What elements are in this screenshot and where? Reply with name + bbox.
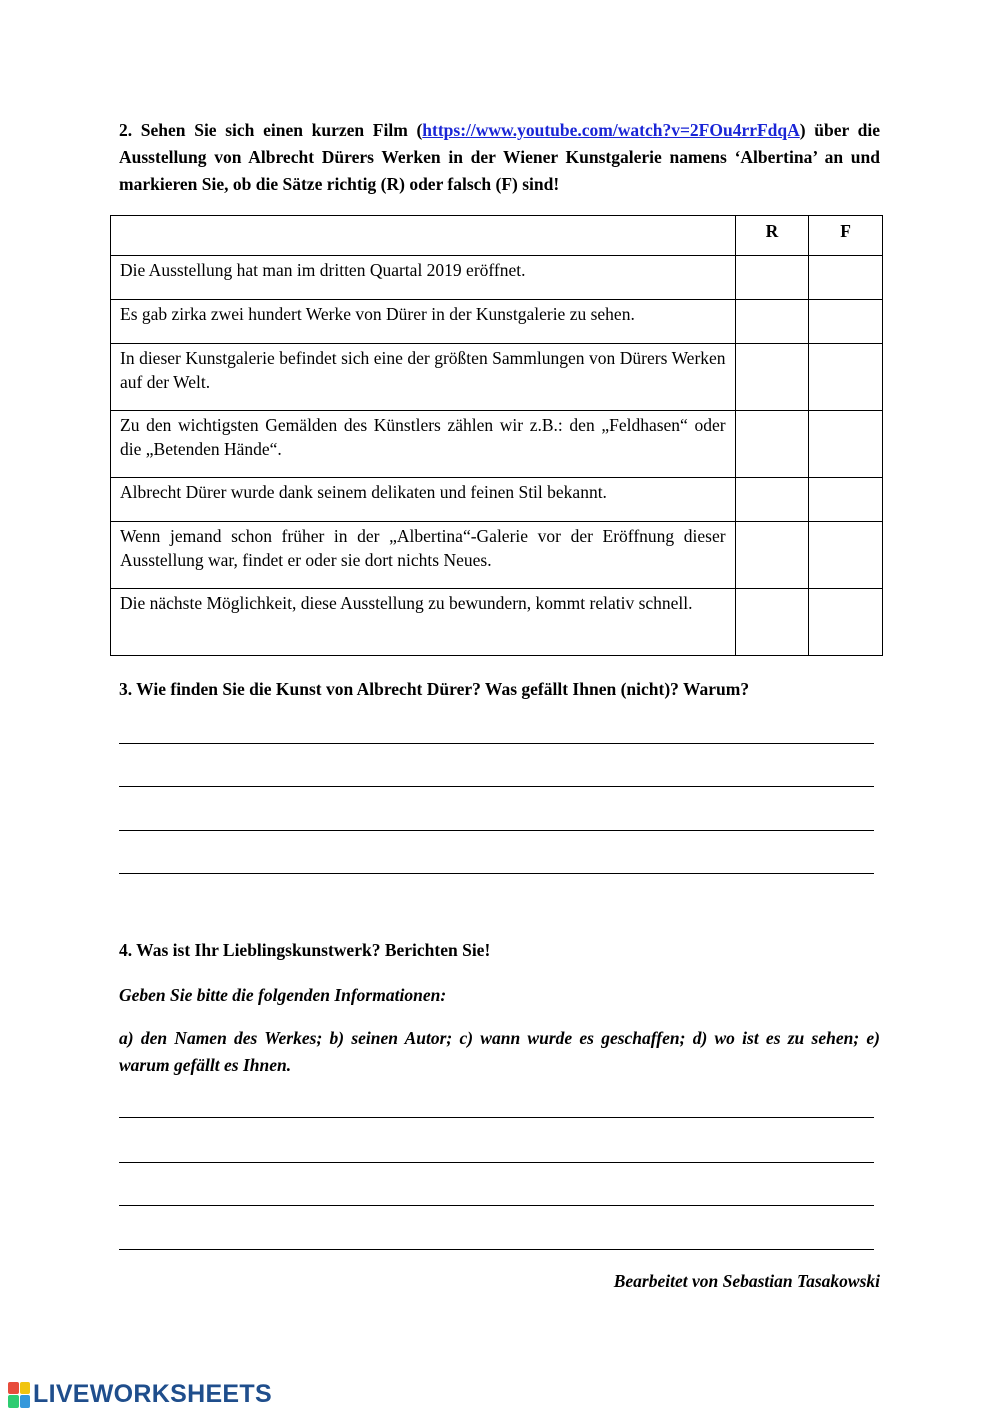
answer-line[interactable] <box>119 743 874 744</box>
author-credit: Bearbeitet von Sebastian Tasakowski <box>613 1271 880 1291</box>
answer-line[interactable] <box>119 873 874 874</box>
table-row <box>111 344 883 411</box>
f-header: F <box>809 216 883 256</box>
f-answer-box[interactable] <box>809 411 883 478</box>
table-header-row <box>111 216 883 256</box>
r-answer-box[interactable] <box>735 411 809 478</box>
r-answer-box[interactable] <box>735 344 809 411</box>
f-answer-box[interactable] <box>809 256 883 300</box>
statement-cell: Wenn jemand schon früher in der „Albertina“-Galerie vor der Eröffnung dieser Ausstellung war, findet er oder sie dort nichts Neues. <box>111 522 736 589</box>
question-4-heading: 4. Was ist Ihr Lieblingskunstwerk? Berichten Sie! <box>119 940 491 960</box>
statement-cell: Die Ausstellung hat man im dritten Quartal 2019 eröffnet. <box>111 256 736 300</box>
r-answer-box[interactable] <box>735 522 809 589</box>
statement-cell: Zu den wichtigsten Gemälden des Künstlers zählen wir z.B.: den „Feldhasen“ oder die „Betenden Hände“. <box>111 411 736 478</box>
question-2-outro: ) über die Ausstellung von Albrecht Dürers Werken in der Wiener Kunstgalerie namens ‘Albertina’ an und markieren Sie, ob die Sätze richtig (R) oder falsch (F) sind! <box>119 120 881 194</box>
question-4-items: a) den Namen des Werkes; b) seinen Autor; c) wann wurde es geschaffen; d) wo ist es zu sehen; e) warum gefällt es Ihnen. <box>119 1028 880 1075</box>
r-answer-box[interactable] <box>735 256 809 300</box>
liveworksheets-logo-icon <box>8 1382 30 1408</box>
question-2-heading <box>119 117 880 198</box>
r-answer-box[interactable] <box>735 589 809 656</box>
question-2-intro: 2. Sehen Sie sich einen kurzen Film ( <box>119 120 423 140</box>
f-answer-box[interactable] <box>809 300 883 344</box>
f-answer-box[interactable] <box>809 522 883 589</box>
statement-cell: Albrecht Dürer wurde dank seinem delikaten und feinen Stil bekannt. <box>111 478 736 522</box>
video-link[interactable]: https://www.youtube.com/watch?v=2FOu4rrFdqA <box>422 120 800 140</box>
table-row <box>111 300 883 344</box>
question-4-instruction: Geben Sie bitte die folgenden Informationen: <box>119 985 447 1005</box>
f-answer-box[interactable] <box>809 478 883 522</box>
answer-line[interactable] <box>119 786 874 787</box>
question-3-heading: 3. Wie finden Sie die Kunst von Albrecht Dürer? Was gefällt Ihnen (nicht)? Warum? <box>119 679 750 699</box>
r-answer-box[interactable] <box>735 300 809 344</box>
statement-cell: In dieser Kunstgalerie befindet sich eine der größten Sammlungen von Dürers Werken auf der Welt. <box>111 344 736 411</box>
answer-line[interactable] <box>119 1249 874 1250</box>
table-row <box>111 411 883 478</box>
statement-header <box>111 216 736 256</box>
table-row <box>111 522 883 589</box>
true-false-table <box>110 215 883 656</box>
answer-line[interactable] <box>119 830 874 831</box>
table-row <box>111 478 883 522</box>
r-header: R <box>735 216 809 256</box>
r-answer-box[interactable] <box>735 478 809 522</box>
answer-line[interactable] <box>119 1162 874 1163</box>
brand-name: LIVEWORKSHEETS <box>33 1380 272 1408</box>
f-answer-box[interactable] <box>809 589 883 656</box>
table-row <box>111 589 883 656</box>
answer-line[interactable] <box>119 1117 874 1118</box>
f-answer-box[interactable] <box>809 344 883 411</box>
statement-cell: Es gab zirka zwei hundert Werke von Dürer in der Kunstgalerie zu sehen. <box>111 300 736 344</box>
table-row <box>111 256 883 300</box>
liveworksheets-brand <box>8 1380 272 1409</box>
answer-line[interactable] <box>119 1205 874 1206</box>
statement-cell: Die nächste Möglichkeit, diese Ausstellung zu bewundern, kommt relativ schnell. <box>111 589 736 656</box>
